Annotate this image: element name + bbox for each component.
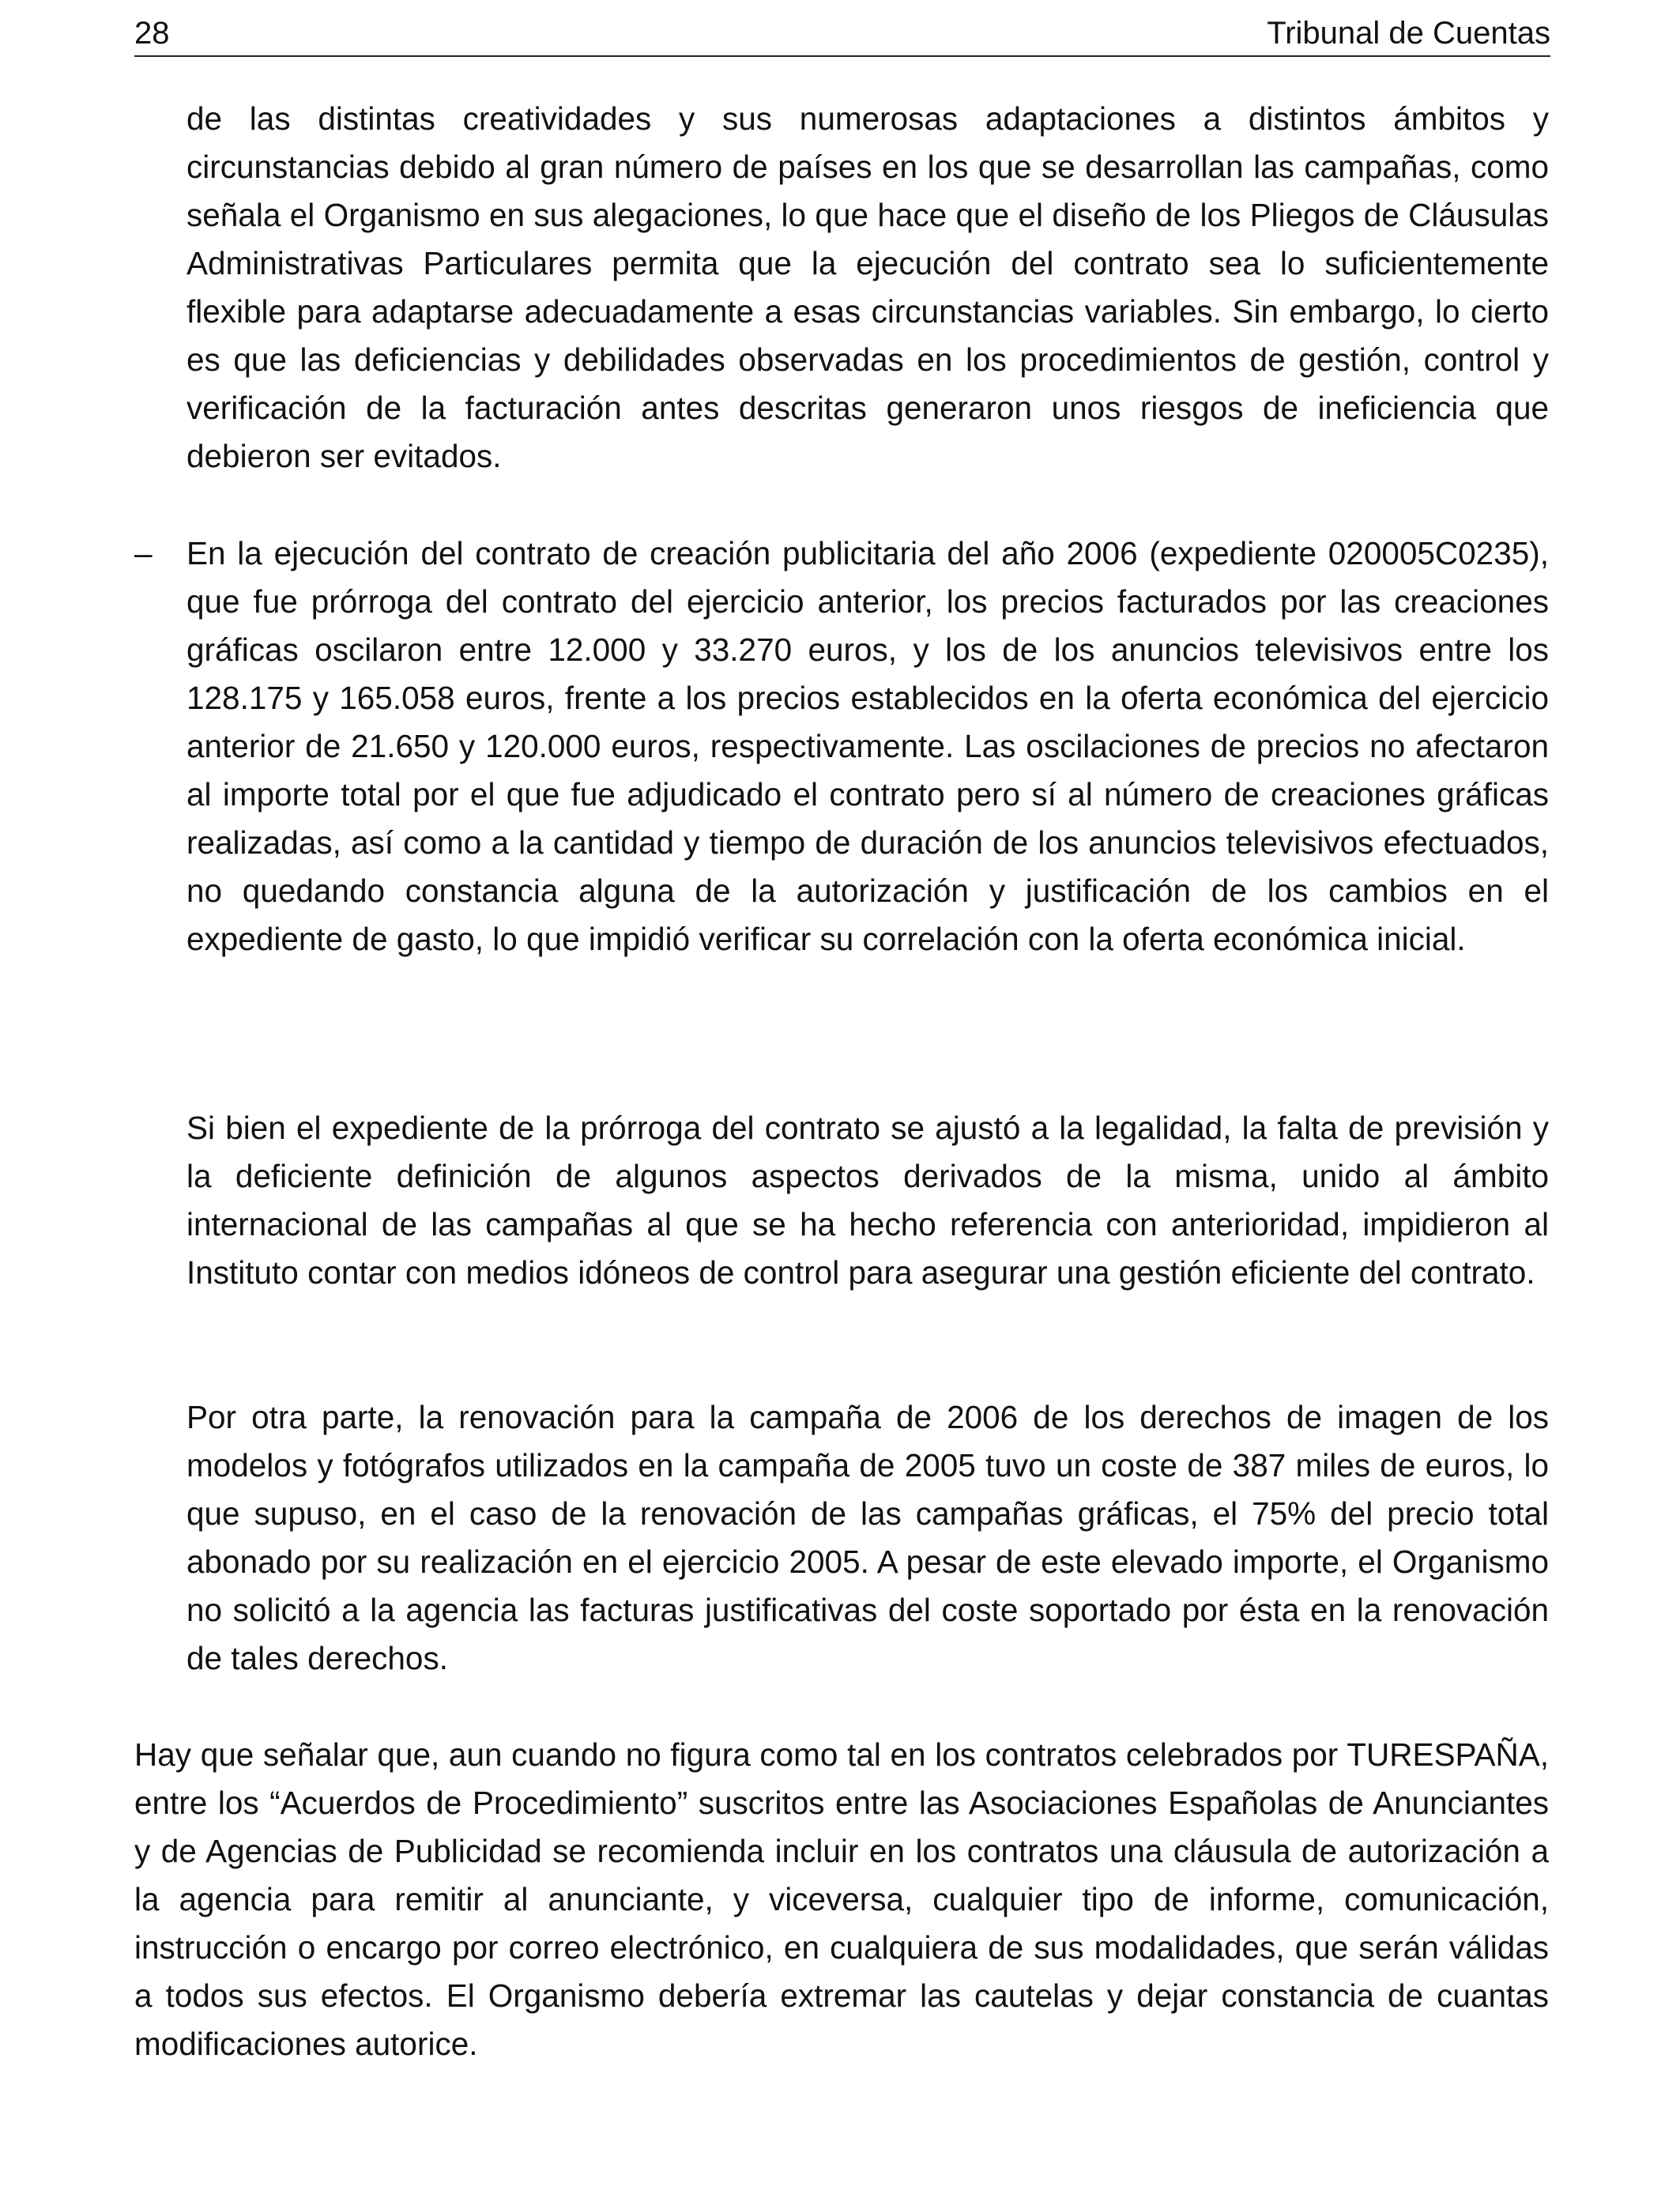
page-number: 28: [134, 16, 170, 51]
page-header: [134, 11, 1550, 57]
bullet-dash: –: [134, 535, 153, 571]
paragraph-continuation: de las distintas creatividades y sus numerosas adaptaciones a distintos ámbitos y circunstancias debido al gran número de países en los que se desarrollan las campañas, como señala el Organismo en sus alegaciones, lo que hace que el diseño de los Pliegos de Cláusulas Administrativas Particulares permita que la ejecución del contrato sea lo suficientemente flexible para adaptarse adecuadamente a esas circunstancias variables. Sin embargo, lo cierto es que las deficiencias y debilidades observadas en los procedimientos de gestión, control y verificación de la facturación antes descritas generaron unos riesgos de ineficiencia que debieron ser evitados.: [186, 100, 1549, 474]
header-title: Tribunal de Cuentas: [1267, 16, 1550, 51]
paragraph-bullet-contract-2006: En la ejecución del contrato de creación publicitaria del año 2006 (expediente 020005C0235), que fue prórroga del contrato del ejercicio anterior, los precios facturados por las creaciones gráficas oscilaron entre 12.000 y 33.270 euros, y los de los anuncios televisivos entre los 128.175 y 165.058 euros, frente a los precios establecidos en la oferta económica del ejercicio anterior de 21.650 y 120.000 euros, respectivamente. Las oscilaciones de precios no afectaron al importe total por el que fue adjudicado el contrato pero sí al número de creaciones gráficas realizadas, así como a la cantidad y tiempo de duración de los anuncios televisivos efectuados, no quedando constancia alguna de la autorización y justificación de los cambios en el expediente de gasto, lo que impidió verificar su correlación con la oferta económica inicial.: [186, 535, 1549, 957]
paragraph-prorroga: Si bien el expediente de la prórroga del contrato se ajustó a la legalidad, la falta de previsión y la deficiente definición de algunos aspectos derivados de la misma, unido al ámbito internacional de las campañas al que se ha hecho referencia con anterioridad, impidieron al Instituto contar con medios idóneos de control para asegurar una gestión eficiente del contrato.: [186, 1110, 1549, 1291]
paragraph-derechos-imagen: Por otra parte, la renovación para la campaña de 2006 de los derechos de imagen de los modelos y fotógrafos utilizados en la campaña de 2005 tuvo un coste de 387 miles de euros, lo que supuso, en el caso de la renovación de las campañas gráficas, el 75% del precio total abonado por su realización en el ejercicio 2005. A pesar de este elevado importe, el Organismo no solicitó a la agencia las facturas justificativas del coste soportado por ésta en la renovación de tales derechos.: [186, 1399, 1549, 1676]
paragraph-acuerdos-procedimiento: Hay que señalar que, aun cuando no figura como tal en los contratos celebrados por TURESPAÑA, entre los “Acuerdos de Procedimiento” suscritos entre las Asociaciones Españolas de Anunciantes y de Agencias de Publicidad se recomienda incluir en los contratos una cláusula de autorización a la agencia para remitir al anunciante, y viceversa, cualquier tipo de informe, comunicación, instrucción o encargo por correo electrónico, en cualquiera de sus modalidades, que serán válidas a todos sus efectos. El Organismo debería extremar las cautelas y dejar constancia de cuantas modificaciones autorice.: [134, 1736, 1549, 2062]
